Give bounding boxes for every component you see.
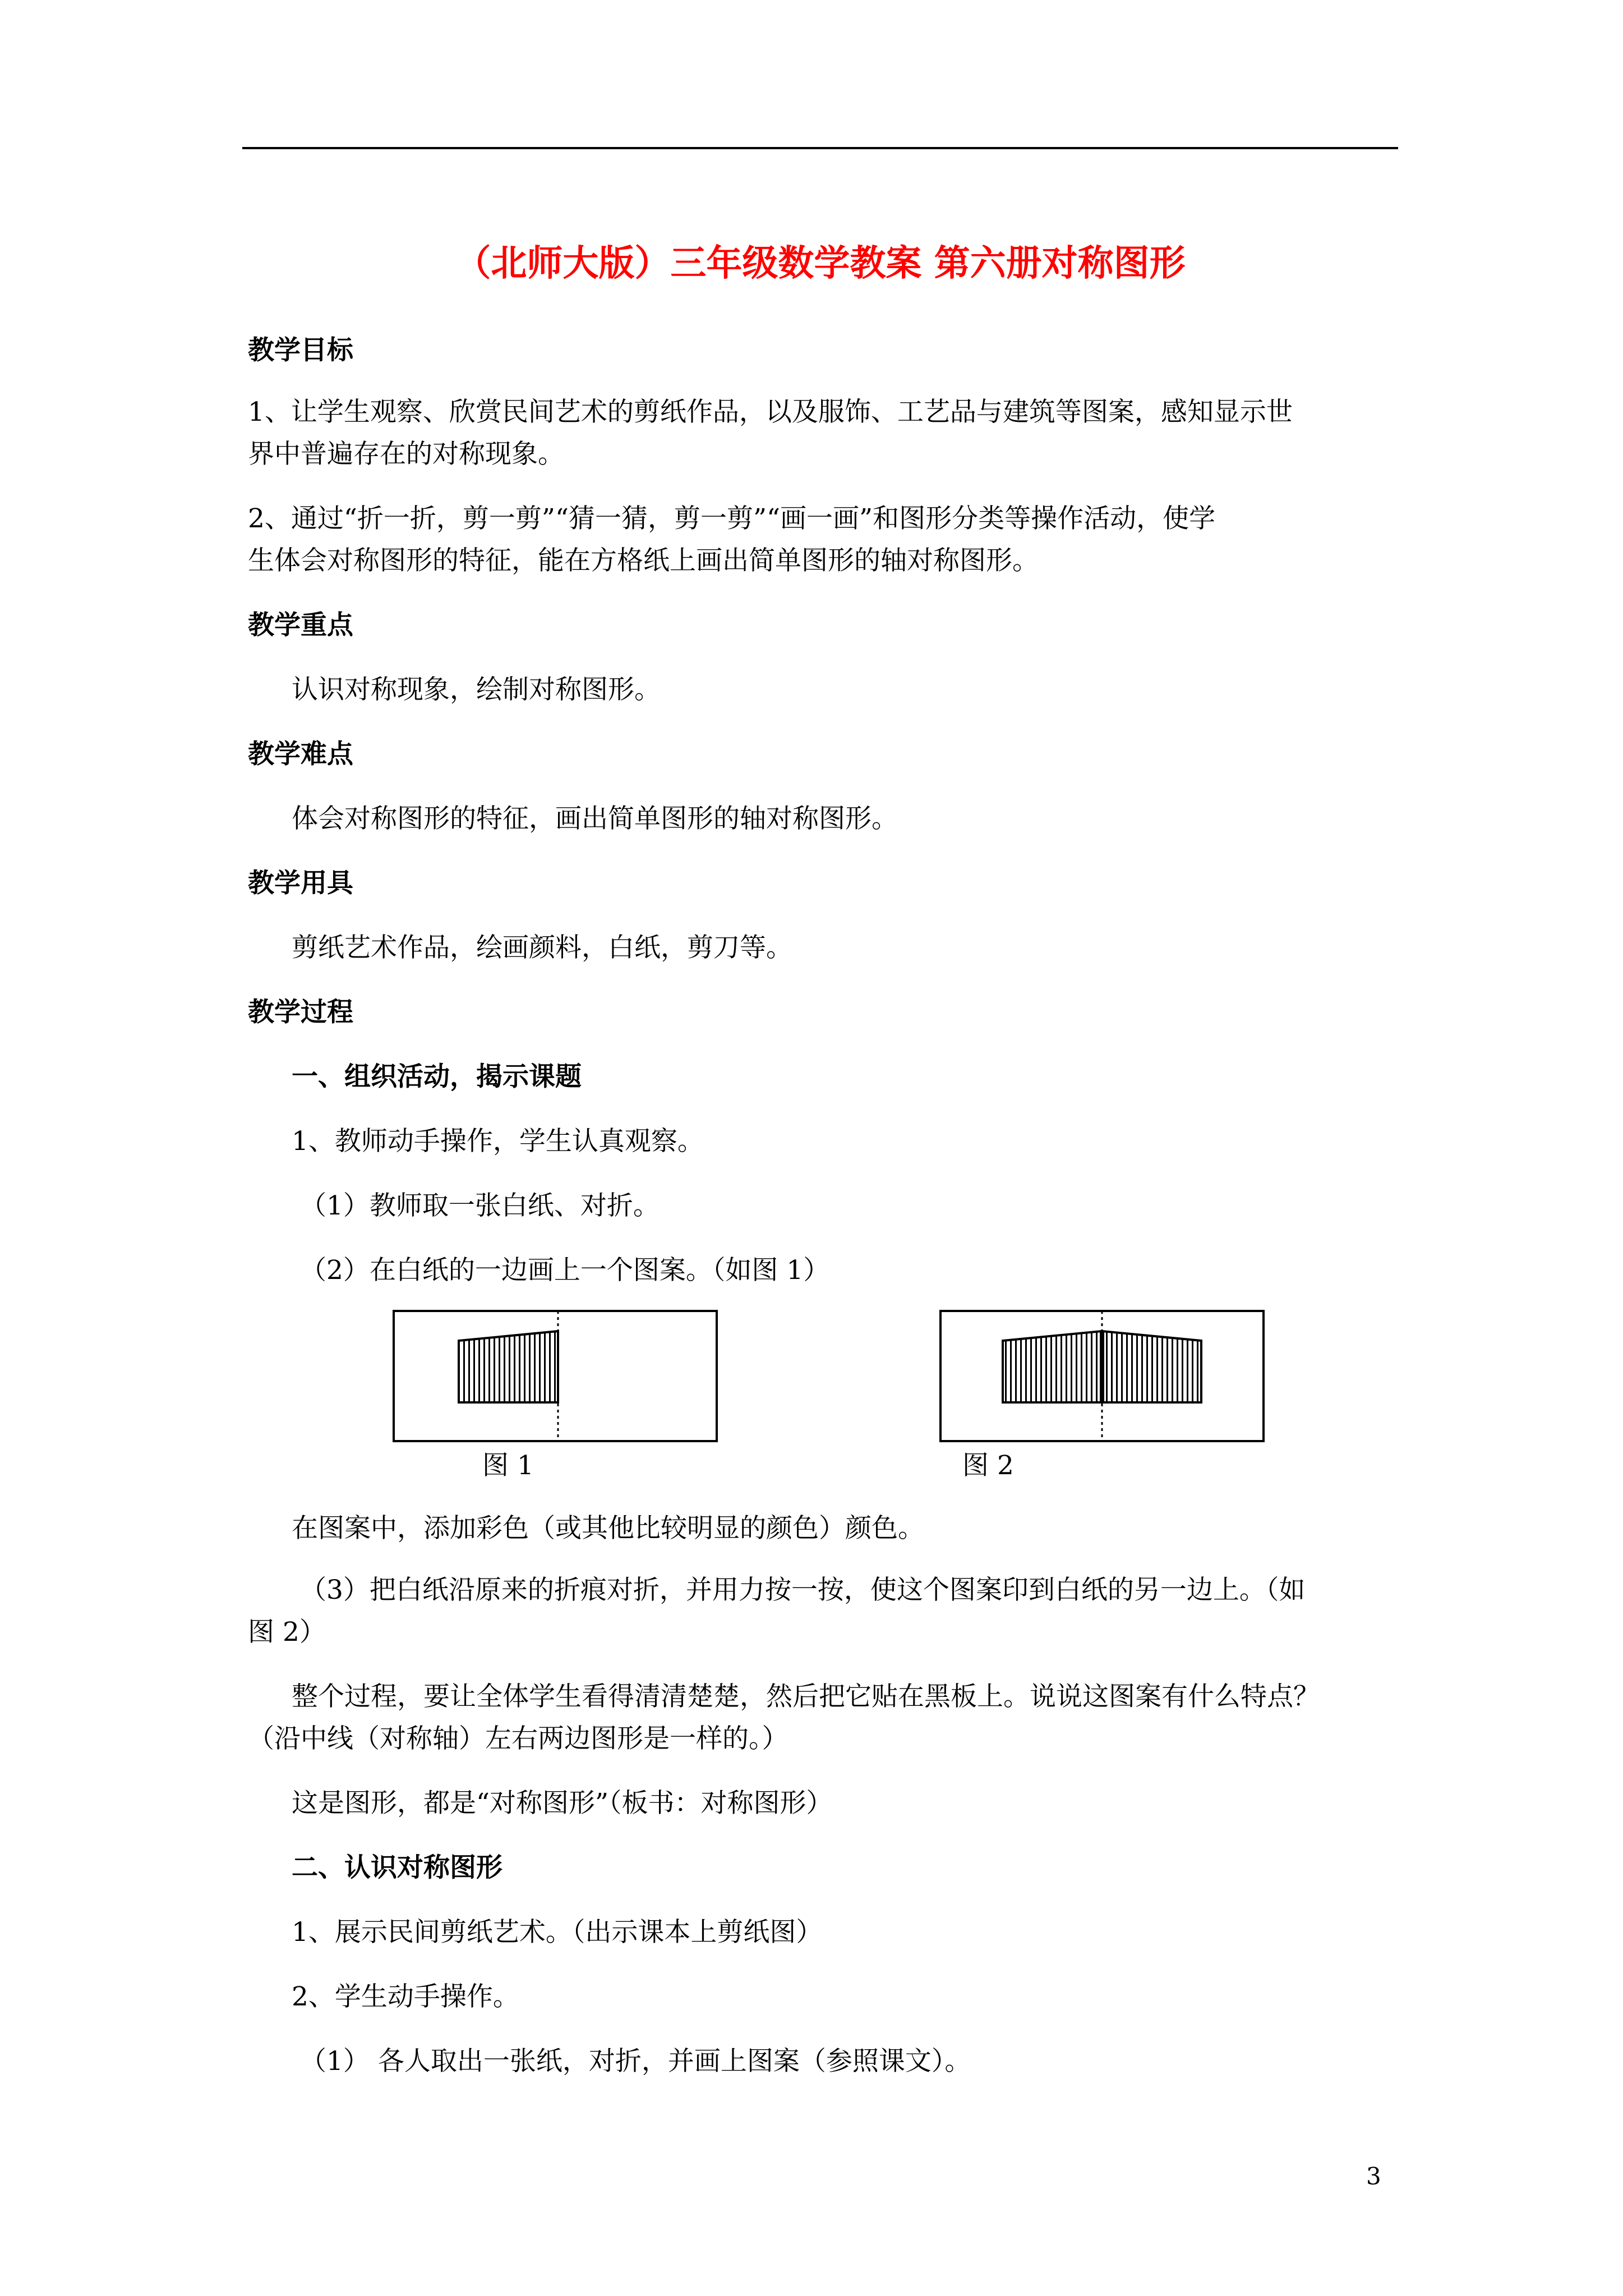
figure-2-pattern-right xyxy=(1102,1331,1201,1402)
goal1-line2: 界中普遍存在的对称现象。 xyxy=(248,439,564,470)
part2-step1: 1、展示民间剪纸艺术。（出示课本上剪纸图） xyxy=(292,1917,823,1948)
part1-heading: 一、组织活动，揭示课题 xyxy=(292,1061,582,1092)
part2-step2: 2、学生动手操作。 xyxy=(292,1981,519,2012)
color-text: 在图案中，添加彩色（或其他比较明显的颜色）颜色。 xyxy=(292,1513,924,1544)
goal2-line2: 生体会对称图形的特征，能在方格纸上画出简单图形的轴对称图形。 xyxy=(248,545,1039,576)
whole-process-line1: 整个过程，要让全体学生看得清清楚楚，然后把它贴在黑板上。说说这图案有什么特点？ xyxy=(292,1681,1320,1712)
part1-step1: 1、教师动手操作，学生认真观察。 xyxy=(292,1126,704,1157)
tools-heading: 教学用具 xyxy=(248,868,353,899)
difficult-heading: 教学难点 xyxy=(248,739,353,770)
tools-text: 剪纸艺术作品，绘画颜料，白纸，剪刀等。 xyxy=(292,932,792,963)
part1-step1-1: （1）教师取一张白纸、对折。 xyxy=(300,1190,660,1221)
part1-step1-3-line1: （3）把白纸沿原来的折痕对折，并用力按一按，使这个图案印到白纸的另一边上。（如 xyxy=(300,1575,1306,1605)
figure-1-caption: 图 1 xyxy=(482,1450,534,1481)
part2-heading: 二、认识对称图形 xyxy=(292,1852,502,1883)
part2-step2-1: （1） 各人取出一张纸，对折，并画上图案（参照课文）。 xyxy=(300,2046,971,2077)
figure-1-pattern xyxy=(459,1331,558,1402)
goal2-line1: 2、通过“折一折，剪一剪”“猜一猜，剪一剪”“画一画”和图形分类等操作活动，使学 xyxy=(248,503,1216,534)
part1-step1-3-line2: 图 2） xyxy=(248,1617,326,1648)
goal1-line1: 1、让学生观察、欣赏民间艺术的剪纸作品，以及服饰、工艺品与建筑等图案，感知显示世 xyxy=(248,397,1293,427)
key-heading: 教学重点 xyxy=(248,610,353,641)
whole-process-line2: （沿中线（对称轴）左右两边图形是一样的。） xyxy=(248,1723,789,1754)
figure-2-pattern-left xyxy=(1003,1331,1102,1402)
page-title: （北师大版）三年级数学教案 第六册对称图形 xyxy=(455,242,1186,284)
header-rule xyxy=(242,147,1398,149)
goal-heading: 教学目标 xyxy=(248,335,353,366)
figure-2 xyxy=(939,1310,1267,1444)
process-heading: 教学过程 xyxy=(248,997,353,1028)
figure-1 xyxy=(393,1310,721,1444)
page-number: 3 xyxy=(1366,2162,1381,2190)
difficult-text: 体会对称图形的特征，画出简单图形的轴对称图形。 xyxy=(292,803,898,834)
figure-2-caption: 图 2 xyxy=(962,1450,1014,1481)
part1-step1-2: （2）在白纸的一边画上一个图案。（如图 1） xyxy=(300,1255,830,1286)
key-text: 认识对称现象，绘制对称图形。 xyxy=(292,674,661,705)
board-text: 这是图形，都是“对称图形”（板书：对称图形） xyxy=(292,1788,833,1819)
